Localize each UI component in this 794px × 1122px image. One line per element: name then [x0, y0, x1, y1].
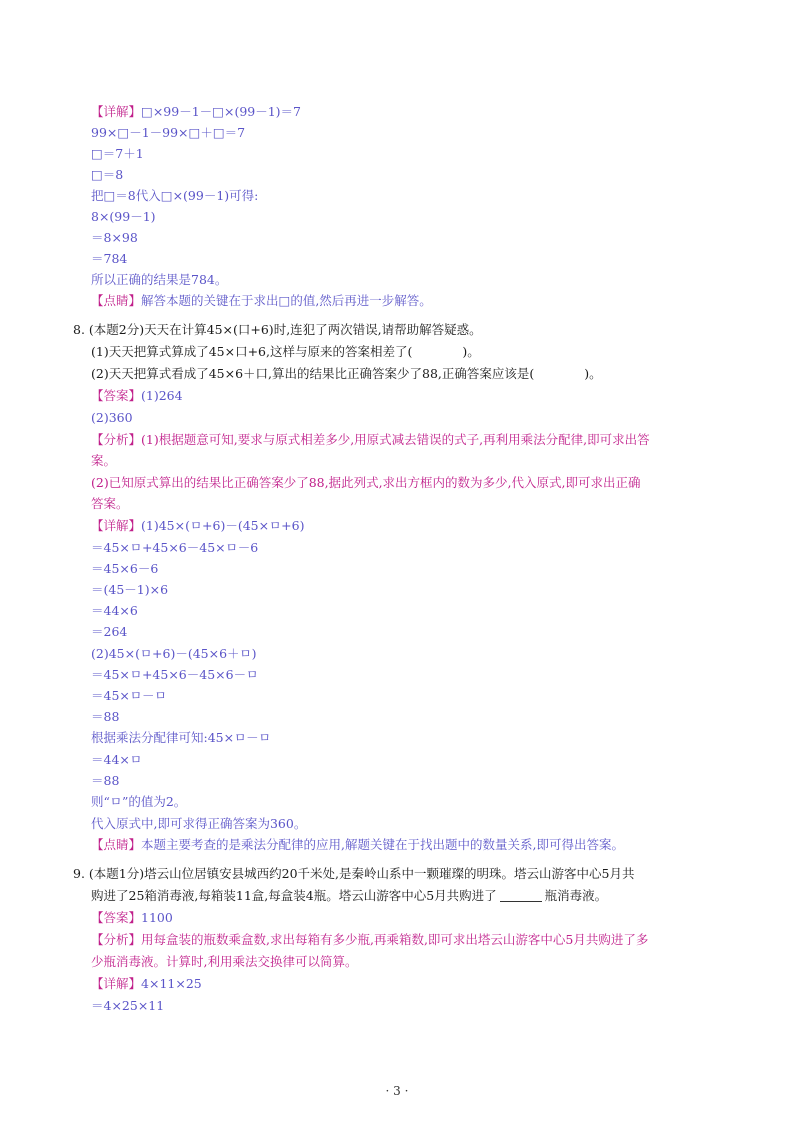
point-tag: 【点睛】 — [91, 293, 142, 308]
q8-analysis-2a: (2)已知原式算出的结果比正确答案少了88,据此列式,求出方框内的数为多少,代入原式,即可求出正确 — [91, 475, 641, 490]
point-tag: 【点睛】 — [91, 837, 142, 852]
answer-tag: 【答案】 — [91, 910, 142, 925]
prev-detail-line-1: 【详解】□×99－1－□×(99－1)＝7 — [91, 104, 302, 119]
q8-detail-line-10: ＝88 — [91, 709, 120, 724]
q8-analysis-1a: 【分析】(1)根据题意可知,要求与原式相差多少,用原式减去错误的式子,再利用乘法分配律,即可求出答 — [91, 432, 650, 447]
q9-analysis-a: 【分析】用每盒装的瓶数乘盒数,求出每箱有多少瓶,再乘箱数,即可求出塔云山游客中心5月共购进了多 — [91, 932, 649, 947]
prev-detail-line-8: ＝784 — [91, 251, 128, 266]
q8-point-line: 【点睛】本题主要考查的是乘法分配律的应用,解题关键在于找出题中的数量关系,即可得出答案。 — [91, 837, 624, 852]
q8-sub2: (2)天天把算式看成了45×6＋口,算出的结果比正确答案少了88,正确答案应该是( )。 — [91, 366, 602, 381]
analysis-tag: 【分析】 — [91, 432, 142, 447]
analysis-tag: 【分析】 — [91, 932, 142, 947]
detail-tag: 【详解】 — [91, 976, 142, 991]
q8-detail-line-8: ＝45×ㅁ+45×6－45×6－ㅁ — [91, 667, 259, 682]
q8-analysis-1b: 案。 — [91, 453, 117, 468]
q8-detail-line-13: ＝88 — [91, 773, 120, 788]
q9-stem-1: 9. (本题1分)塔云山位居镇安县城西约20千米处,是秦岭山系中一颗璀璨的明珠。塔云山游客中心5月共 — [73, 866, 635, 881]
q9-answer: 【答案】1100 — [91, 910, 173, 925]
prev-point-line: 【点睛】解答本题的关键在于求出□的值,然后再进一步解答。 — [91, 293, 432, 308]
q8-detail-line-12: ＝44×ㅁ — [91, 752, 142, 767]
answer-tag: 【答案】 — [91, 388, 142, 403]
q8-detail-line-11: 根据乘法分配律可知:45×ㅁ－ㅁ — [91, 730, 271, 745]
q8-number: 8. — [73, 322, 85, 337]
prev-detail-line-2: 99×□－1－99×□＋□＝7 — [91, 125, 246, 140]
q8-detail-line-14: 则“ㅁ”的值为2。 — [91, 794, 187, 809]
prev-detail-line-3: □＝7＋1 — [91, 146, 144, 161]
detail-tag: 【详解】 — [91, 104, 142, 119]
prev-detail-line-5: 把□＝8代入□×(99－1)可得: — [91, 188, 259, 203]
q8-answer-1: 【答案】(1)264 — [91, 388, 183, 403]
detail-tag: 【详解】 — [91, 518, 142, 533]
prev-detail-line-7: ＝8×98 — [91, 230, 138, 245]
q9-analysis-b: 少瓶消毒液。计算时,利用乘法交换律可以简算。 — [91, 954, 358, 969]
q8-detail-line-7: (2)45×(ㅁ+6)－(45×6＋ㅁ) — [91, 646, 257, 661]
answer-blank — [500, 888, 542, 902]
page-number: · 3 · — [385, 1084, 409, 1098]
q8-detail-line-2: ＝45×ㅁ+45×6－45×ㅁ－6 — [91, 540, 259, 555]
prev-detail-line-4: □＝8 — [91, 167, 124, 182]
q8-detail-line-9: ＝45×ㅁ－ㅁ — [91, 688, 167, 703]
q9-stem-2: 购进了25箱消毒液,每箱装11盒,每盒装4瓶。塔云山游客中心5月共购进了 瓶消毒液。 — [91, 888, 608, 903]
q8-detail-line-3: ＝45×6－6 — [91, 561, 159, 576]
q8-sub1: (1)天天把算式算成了45×口+6,这样与原来的答案相差了( )。 — [91, 344, 480, 359]
q8-stem: 8. (本题2分)天天在计算45×(口+6)时,连犯了两次错误,请帮助解答疑惑。 — [73, 322, 482, 337]
q8-answer-2: (2)360 — [91, 410, 133, 425]
q8-detail-line-4: ＝(45－1)×6 — [91, 582, 169, 597]
prev-detail-line-6: 8×(99－1) — [91, 209, 156, 224]
prev-detail-line-9: 所以正确的结果是784。 — [91, 272, 228, 287]
q9-number: 9. — [73, 866, 85, 881]
q8-detail-line-6: ＝264 — [91, 624, 128, 639]
q8-detail-line-5: ＝44×6 — [91, 603, 138, 618]
q8-analysis-2b: 答案。 — [91, 496, 129, 511]
q9-detail-line-2: ＝4×25×11 — [91, 998, 165, 1013]
q8-detail-line-1: 【详解】(1)45×(ㅁ+6)－(45×ㅁ+6) — [91, 518, 305, 533]
q8-detail-line-15: 代入原式中,即可求得正确答案为360。 — [91, 816, 307, 831]
q9-detail-line-1: 【详解】4×11×25 — [91, 976, 202, 991]
